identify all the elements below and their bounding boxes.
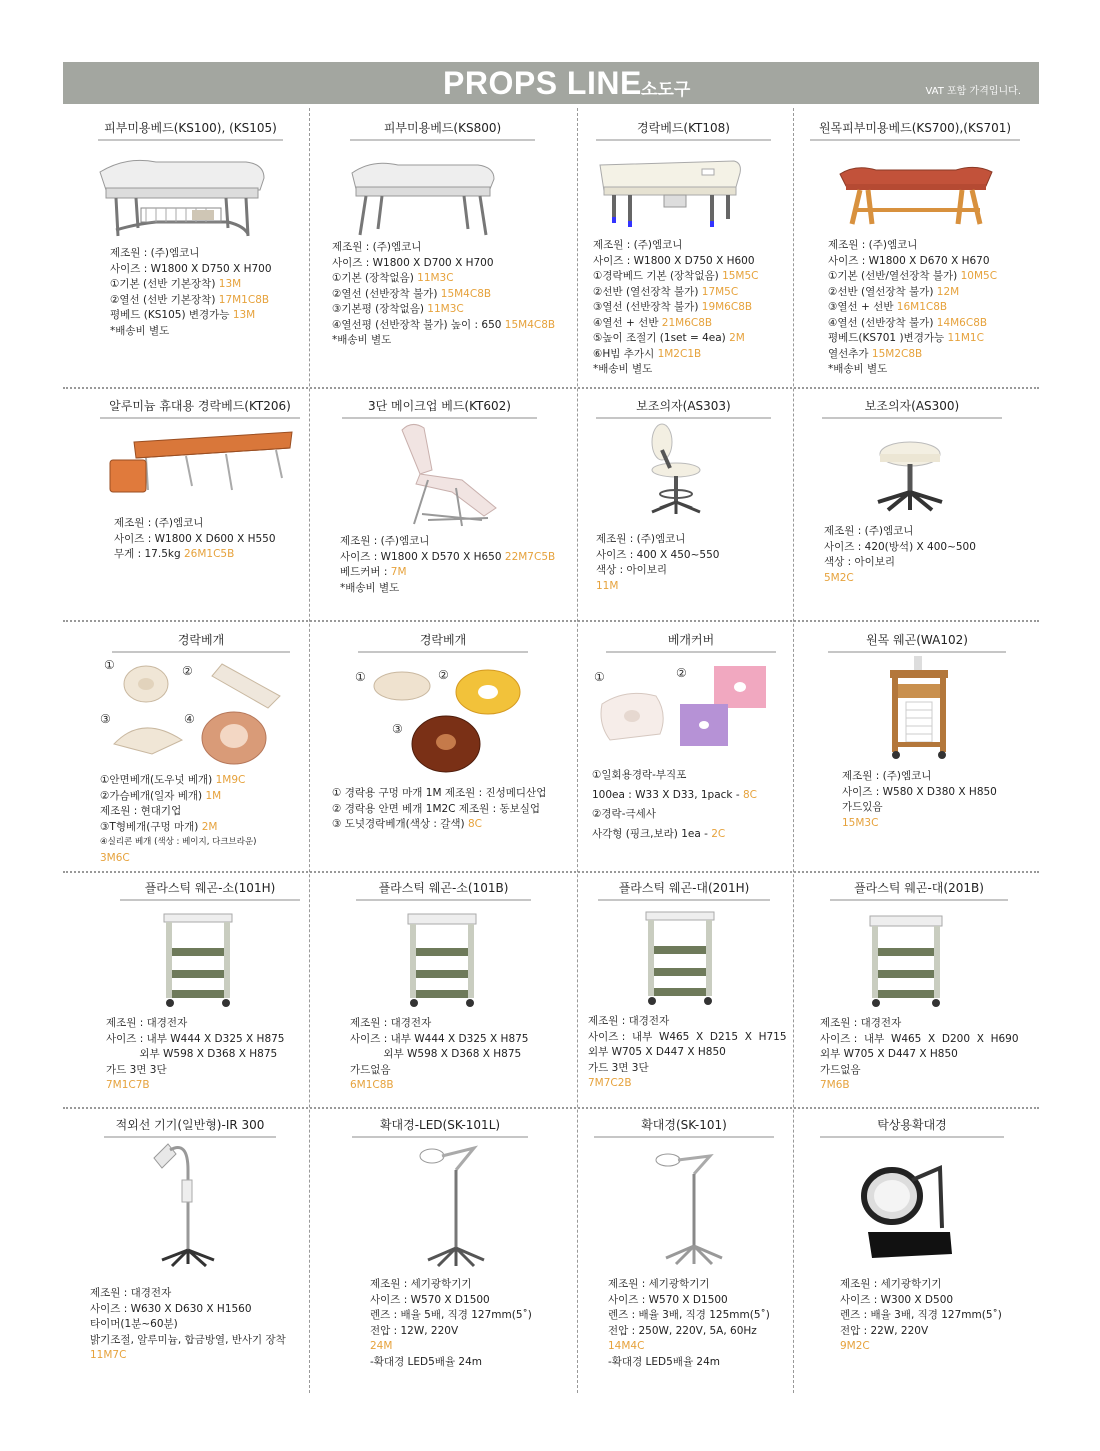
product-info <box>593 238 759 378</box>
info-line: ③열선 (선반장착 불가) 19M6C8B <box>593 301 753 313</box>
info-line: ⑤높이 조절기 (1set = 4ea) 2M <box>593 332 745 344</box>
info-line: 제조원 : 대경전자 <box>820 1017 902 1029</box>
stool-image <box>640 422 710 517</box>
info-line: 가드없음 <box>820 1063 861 1076</box>
info-line: ④열선평 (선반장착 불가) 높이 : 650 15M4C8B <box>332 318 556 331</box>
info-line: 렌즈 : 배율 3배, 직경 125mm(5˚) <box>608 1309 770 1321</box>
item-marker: ② <box>676 666 687 680</box>
info-line: 외부 W598 X D368 X H875 <box>106 1048 278 1060</box>
info-line: ①안면베개(도우넛 베개) 1M9C <box>100 774 246 786</box>
product-info <box>820 1016 1019 1094</box>
info-line: 9M2C <box>840 1340 870 1352</box>
info-line: 가드있음 <box>842 801 883 813</box>
info-line: 제조원 : (주)엠코니 <box>110 247 200 259</box>
info-line: 제조원 : (주)엠코니 <box>340 535 430 547</box>
product-info <box>90 1286 286 1364</box>
product-title: 3단 메이크업 베드(KT602) <box>342 397 537 419</box>
info-line: 렌즈 : 배율 3배, 직경 127mm(5˚) <box>840 1309 1002 1321</box>
info-line: ③열선 + 선반 16M1C8B <box>828 301 948 313</box>
item-marker: ② <box>182 664 193 678</box>
info-line: ①기본 (선반 기본장착) 13M <box>110 278 242 290</box>
product-info <box>828 238 997 378</box>
info-line: 사이즈 : 420(방석) X 400~500 <box>824 540 976 553</box>
info-line: 사이즈 : W1800 X D570 X H650 22M7C5B <box>340 550 556 563</box>
info-line: 14M4C <box>608 1340 645 1352</box>
info-line: 7M7C2B <box>588 1077 632 1089</box>
plastic-wagon-image <box>642 908 718 1006</box>
info-line: ⑥H빔 추가시 1M2C1B <box>593 347 702 360</box>
info-line: 24M <box>370 1340 393 1352</box>
product-title: 확대경(SK-101) <box>594 1116 774 1138</box>
info-line: ③ 도넛경락베개(색상 : 갈색) 8C <box>332 818 482 830</box>
info-line: ②경락-극세사 <box>592 808 656 820</box>
wooden-wagon-image <box>884 656 954 760</box>
treatment-bed-image <box>348 155 498 240</box>
info-line: 가드없음 <box>350 1063 391 1076</box>
plastic-wagon-image <box>866 912 946 1008</box>
plastic-wagon-image <box>160 910 236 1008</box>
portable-bed-image <box>106 428 296 500</box>
item-marker: ① <box>594 670 605 684</box>
column-divider <box>793 108 794 1393</box>
treatment-bed-image <box>96 150 268 242</box>
product-title: 플라스틱 웨곤-소(101H) <box>120 879 300 901</box>
info-line: 사이즈 : W570 X D1500 <box>608 1293 728 1306</box>
product-info <box>350 1016 529 1094</box>
info-line: 제조원 : (주)엠코니 <box>842 770 932 782</box>
info-line: ④실리콘 베개 (색상 : 베이지, 다크브라운) <box>100 837 257 847</box>
info-line: 사이즈 : 내부 W444 X D325 X H875 <box>106 1032 285 1045</box>
info-line: 제조원 : (주)엠코니 <box>596 533 686 545</box>
info-line: *배송비 별도 <box>110 324 170 337</box>
info-line: ③기본평 (장착없음) 11M3C <box>332 303 464 315</box>
page-subtitle: 소도구 <box>641 80 691 100</box>
info-line: 제조원 : (주)엠코니 <box>593 239 683 251</box>
info-line: 사이즈 : W1800 X D600 X H550 <box>114 532 276 545</box>
product-title: 플라스틱 웨곤-소(101B) <box>356 879 531 901</box>
item-marker: ① <box>104 658 115 672</box>
info-line: ①경락베드 기본 (장착없음) 15M5C <box>593 270 759 282</box>
product-info <box>332 786 546 833</box>
info-line: 제조원 : 대경전자 <box>106 1017 188 1029</box>
product-title: 플라스틱 웨곤-대(201H) <box>598 879 770 901</box>
info-line: 평베드(KS701 )변경가능 11M1C <box>828 332 984 344</box>
product-info <box>370 1277 532 1370</box>
info-line: 5M2C <box>824 571 854 584</box>
info-line: 제조원 : 세기광학기기 <box>608 1278 710 1290</box>
pillow-cover-image <box>596 664 772 754</box>
info-line: 사이즈 : W580 X D380 X H850 <box>842 785 997 798</box>
product-title: 피부미용베드(KS800) <box>350 119 535 141</box>
info-line: 제조원 : 세기광학기기 <box>370 1278 472 1290</box>
product-info <box>842 769 997 831</box>
wooden-bed-image <box>836 162 996 230</box>
info-line: ①일회용경락-부직포 <box>592 769 687 781</box>
magnifier-lamp-image <box>412 1140 492 1270</box>
info-line: 외부 W705 X D447 X H850 <box>820 1048 958 1060</box>
info-line: 제조원 : (주)엠코니 <box>114 517 204 529</box>
info-line: ① 경락용 구멍 마개 1M 제조원 : 진성메디산업 <box>332 787 547 799</box>
info-line: 제조원 : 현대기업 <box>100 805 182 817</box>
magnifier-lamp-image <box>650 1146 730 1270</box>
info-line: ② 경락용 안면 베개 1M2C 제조원 : 동보실업 <box>332 802 541 815</box>
info-line: 6M1C8B <box>350 1079 394 1091</box>
product-info <box>110 246 272 339</box>
item-marker: ② <box>438 668 449 682</box>
product-info <box>114 516 276 563</box>
makeup-bed-image <box>392 420 502 530</box>
row-divider <box>63 387 1039 389</box>
info-line: 전압 : 250W, 220V, 5A, 60Hz <box>608 1324 757 1337</box>
product-info <box>106 1016 285 1094</box>
info-line: *배송비 별도 <box>593 363 653 375</box>
info-line: 사이즈 : 400 X 450~550 <box>596 548 720 561</box>
product-title: 베개커버 <box>606 631 776 653</box>
info-line: 11M <box>596 579 619 592</box>
info-line: 렌즈 : 배율 5배, 직경 127mm(5˚) <box>370 1309 532 1321</box>
info-line: 제조원 : (주)엠코니 <box>332 241 422 253</box>
info-line: ②가슴베개(일자 베개) 1M <box>100 789 222 802</box>
product-title: 경락베개 <box>112 631 290 653</box>
info-line: 전압 : 22W, 220V <box>840 1324 929 1337</box>
info-line: 사이즈 : W1800 X D750 X H700 <box>110 262 272 275</box>
info-line: 15M3C <box>842 816 879 829</box>
info-line: ②선반 (열선장착 불가) 17M5C <box>593 285 739 298</box>
info-line: 11M7C <box>90 1349 127 1361</box>
info-line: 7M6B <box>820 1079 850 1091</box>
row-divider <box>63 1107 1039 1109</box>
info-line: 7M1C7B <box>106 1079 150 1091</box>
info-line: 사이즈 : 내부 W465 X D200 X H690 <box>820 1032 1019 1045</box>
row-divider <box>63 871 1039 873</box>
item-marker: ③ <box>100 712 111 726</box>
item-marker: ① <box>355 670 366 684</box>
product-title: 원목 웨곤(WA102) <box>828 631 1006 653</box>
info-line: 전압 : 12W, 220V <box>370 1324 459 1337</box>
info-line: 사이즈 : W630 X D630 X H1560 <box>90 1302 252 1315</box>
product-info <box>596 532 719 594</box>
info-line: ④열선 (선반장착 불가) 14M6C8B <box>828 316 988 329</box>
stool-image <box>870 440 950 515</box>
infrared-lamp-image <box>148 1140 218 1270</box>
info-line: *배송비 별도 <box>828 363 888 375</box>
product-info <box>824 524 976 586</box>
item-marker: ③ <box>392 722 403 736</box>
info-line: 사각형 (핑크,보라) 1ea - 2C <box>592 827 726 840</box>
pillow-set-image <box>370 666 530 776</box>
plastic-wagon-image <box>404 910 480 1008</box>
info-line: 가드 3면 3단 <box>106 1063 167 1076</box>
info-line: 외부 W705 X D447 X H850 <box>588 1046 726 1058</box>
info-line: 사이즈 : W1800 X D750 X H600 <box>593 254 755 267</box>
info-line: 사이즈 : 내부 W444 X D325 X H875 <box>350 1032 529 1045</box>
product-title: 경락베드(KT108) <box>596 119 771 141</box>
desk-magnifier-image <box>856 1154 956 1262</box>
info-line: 제조원 : (주)엠코니 <box>824 525 914 537</box>
product-info <box>100 773 257 866</box>
product-title: 플라스틱 웨곤-대(201B) <box>830 879 1008 901</box>
info-line: 제조원 : (주)엠코니 <box>828 239 918 251</box>
info-line: ②선반 (열선장착 불가) 12M <box>828 285 960 298</box>
column-divider <box>577 108 578 1393</box>
product-info <box>840 1277 1002 1355</box>
product-info <box>588 1014 787 1092</box>
product-title: 원목피부미용베드(KS700),(KS701) <box>810 119 1020 141</box>
info-line: 밝기조절, 알루미늄, 합금방열, 반사기 장착 <box>90 1333 286 1346</box>
info-line: ①기본 (선반/열선장착 불가) 10M5C <box>828 270 998 282</box>
product-title: 경락베개 <box>358 631 528 653</box>
info-line: 사이즈 : W300 X D500 <box>840 1293 954 1306</box>
info-line: *배송비 별도 <box>332 334 392 346</box>
info-line: 제조원 : 대경전자 <box>350 1017 432 1029</box>
product-title: 보조의자(AS303) <box>596 397 771 419</box>
info-line: 색상 : 아이보리 <box>596 564 668 576</box>
info-line: 색상 : 아이보리 <box>824 556 896 568</box>
product-info <box>332 240 555 349</box>
info-line: -확대경 LED5배율 24m <box>370 1355 483 1368</box>
product-title: 적외선 기기(일반형)-IR 300 <box>104 1116 276 1138</box>
info-line: ②열선 (선반 기본장착) 17M1C8B <box>110 293 270 306</box>
info-line: 사이즈 : W1800 X D700 X H700 <box>332 256 494 269</box>
page-title: PROPS LINE <box>443 65 642 101</box>
info-line: 제조원 : 대경전자 <box>588 1015 670 1027</box>
info-line: 열선추가 15M2C8B <box>828 347 923 360</box>
header-banner <box>63 62 1039 104</box>
info-line: 제조원 : 대경전자 <box>90 1287 172 1299</box>
info-line: 3M6C <box>100 851 130 864</box>
info-line: 사이즈 : 내부 W465 X D215 X H715 <box>588 1030 787 1043</box>
product-info <box>340 534 555 596</box>
product-title: 확대경-LED(SK-101L) <box>352 1116 528 1138</box>
product-title: 피부미용베드(KS100), (KS105) <box>98 119 283 141</box>
info-line: 100ea : W33 X D33, 1pack - 8C <box>592 788 757 801</box>
product-title: 알루미늄 휴대용 경락베드(KT206) <box>100 397 300 419</box>
product-title: 탁상용확대경 <box>820 1116 1004 1138</box>
product-info <box>592 766 757 844</box>
column-divider <box>309 108 310 1393</box>
info-line: ③T형베개(구멍 마개) 2M <box>100 820 218 833</box>
info-line: 외부 W598 X D368 X H875 <box>350 1048 522 1060</box>
info-line: -확대경 LED5배율 24m <box>608 1355 721 1368</box>
item-marker: ④ <box>184 712 195 726</box>
vat-note: VAT 포함 가격입니다. <box>925 86 1021 97</box>
product-title: 보조의자(AS300) <box>822 397 1002 419</box>
info-line: *배송비 별도 <box>340 581 400 594</box>
massage-bed-image <box>594 157 744 235</box>
info-line: 사이즈 : W1800 X D670 X H670 <box>828 254 990 267</box>
info-line: 베드커버 : 7M <box>340 566 407 578</box>
info-line: 평베드 (KS105) 변경가능 13M <box>110 309 256 321</box>
info-line: 가드 3면 3단 <box>588 1061 649 1074</box>
row-divider <box>63 620 1039 622</box>
info-line: 타이머(1분~60분) <box>90 1318 178 1330</box>
pillow-set-image <box>112 654 292 774</box>
info-line: ①기본 (장착없음) 11M3C <box>332 272 454 284</box>
product-info <box>608 1277 770 1370</box>
info-line: ②열선 (선반장착 불가) 15M4C8B <box>332 287 492 300</box>
info-line: 제조원 : 세기광학기기 <box>840 1278 942 1290</box>
info-line: ④열선 + 선반 21M6C8B <box>593 316 713 329</box>
info-line: 무게 : 17.5kg 26M1C5B <box>114 548 235 560</box>
info-line: 사이즈 : W570 X D1500 <box>370 1293 490 1306</box>
